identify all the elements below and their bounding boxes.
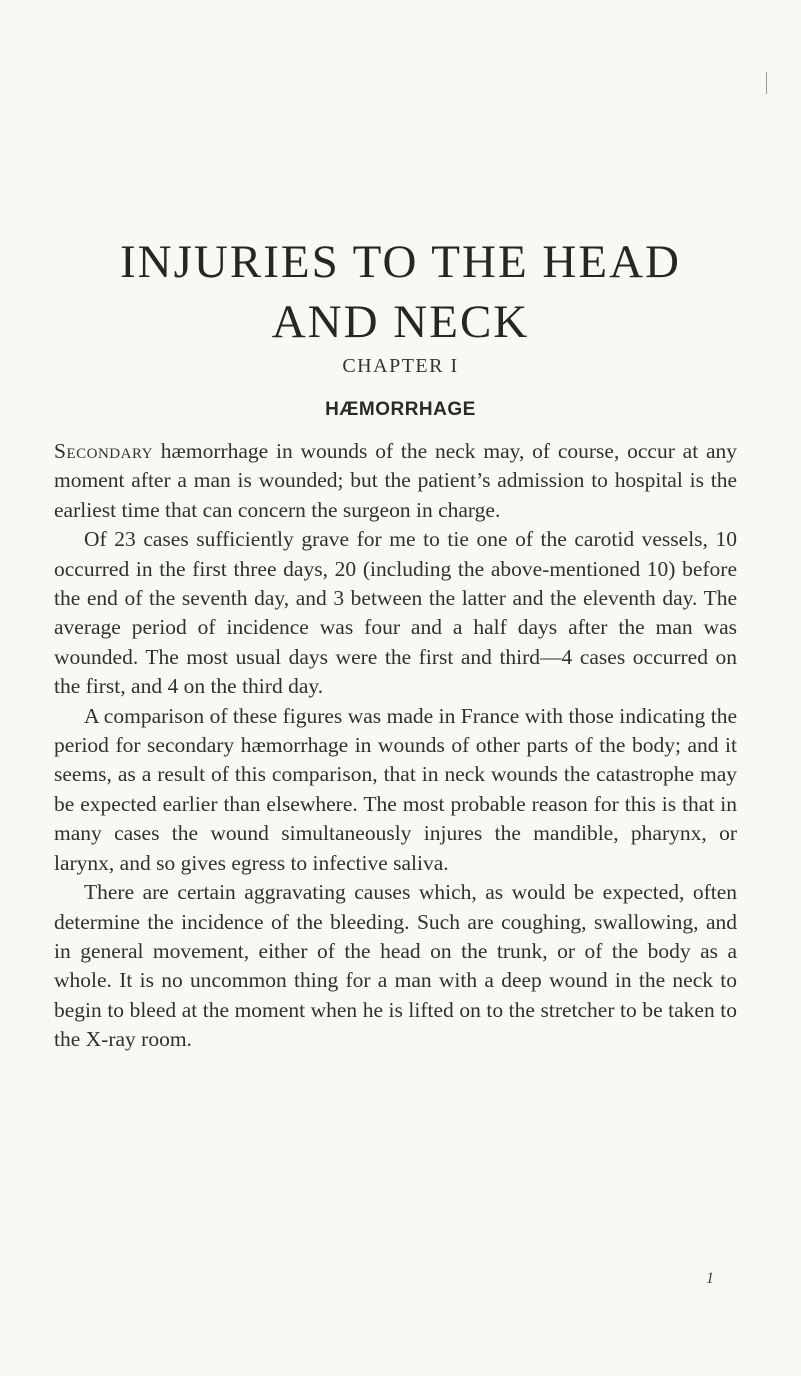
paragraph-1 <box>54 437 737 525</box>
paragraph-3: A comparison of these figures was made in France with those indicating the period for secondary hæmorrhage in wounds of other parts of the body; and it seems, as a result of this comparison, that in neck wounds the catastrophe may be expected earlier than elsewhere. The most probable reason for this is that in many cases the wound simultaneously injures the mandible, pharynx, or larynx, and so gives egress to infective saliva. <box>54 703 737 875</box>
paragraph-1-lead-word: Secondary <box>54 439 153 463</box>
book-title <box>0 232 801 352</box>
book-title-line-2: AND NECK <box>271 296 530 348</box>
page-edge-mark <box>766 72 767 94</box>
body-text <box>54 437 737 1055</box>
book-title-line-1: INJURIES TO THE HEAD <box>120 236 681 288</box>
paragraph-1-text: hæmorrhage in wounds of the neck may, of course, occur at any moment after a man is wounded; but the patient’s admission to hospital is the earliest time that can concern the surgeon in charge. <box>54 439 737 522</box>
paragraph-4: There are certain aggravating causes which, as would be expected, often determine the incidence of the bleeding. Such are coughing, swallowing, and in general movement, either of the head on the trunk, or of the body as a whole. It is no uncommon thing for a man with a deep wound in the neck to begin to bleed at the moment when he is lifted on to the stretcher to be taken to the X-ray room. <box>54 880 737 1052</box>
section-heading: HÆMORRHAGE <box>325 399 476 420</box>
paragraph-2: Of 23 cases sufficiently grave for me to tie one of the carotid vessels, 10 occurred in the first three days, 20 (including the above-mentioned 10) before the end of the seventh day, and 3 between the latter and the eleventh day. The average period of incidence was four and a half days after the man was wounded. The most usual days were the first and third—4 cases occurred on the first, and 4 on the third day. <box>54 527 737 699</box>
page-number: 1 <box>706 1270 714 1287</box>
chapter-label: CHAPTER I <box>342 355 459 377</box>
